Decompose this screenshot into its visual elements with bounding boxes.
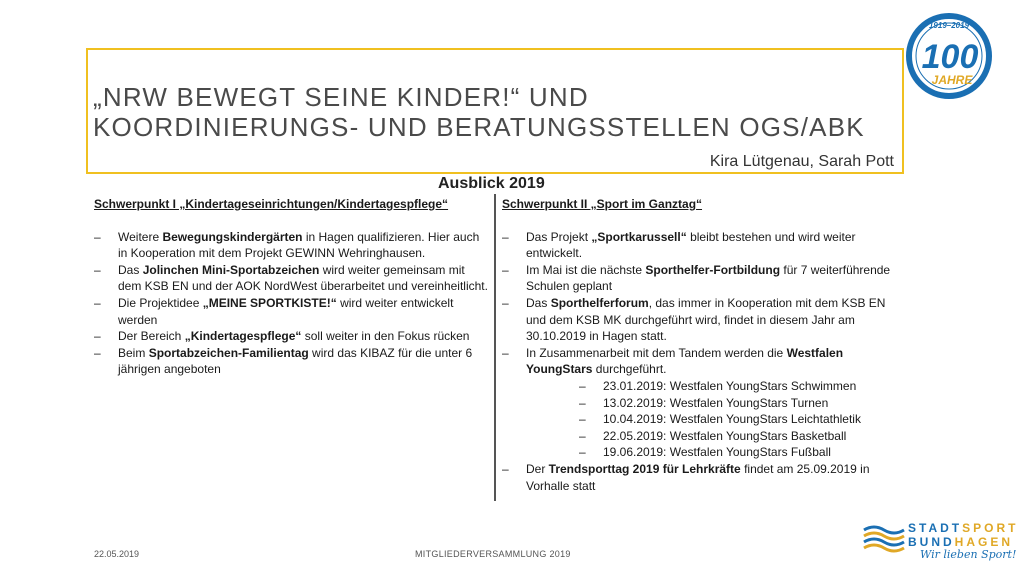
list-item: – Beim Sportabzeichen-Familientag wird das KIBAZ für die unter 6 jährigen angeboten (94, 345, 473, 377)
dash-bullet: – (94, 345, 101, 360)
dash-bullet: – (94, 329, 101, 344)
sub-list-item: – 10.04.2019: Westfalen YoungStars Leichtathletik (579, 412, 861, 427)
section-subtitle: Ausblick 2019 (438, 175, 545, 192)
left-list (94, 229, 489, 378)
left-column-heading: Schwerpunkt I „Kindertageseinrichtungen/Kindertagespflege“ (94, 197, 449, 211)
right-column (502, 196, 897, 494)
list-item: – Die Projektidee „MEINE SPORTKISTE!“ wird weiter entwickelt werden (94, 295, 454, 327)
sub-list-item: – 22.05.2019: Westfalen YoungStars Basketball (579, 428, 847, 443)
page-title (93, 82, 873, 142)
right-list-end (502, 461, 897, 494)
list-item: – Das Projekt „Sportkarussell“ bleibt bestehen und wird weiter entwickelt. (502, 229, 856, 261)
title-line-1: „NRW BEWEGT SEINE KINDER!“ UND (93, 82, 589, 112)
title-line-2: KOORDINIERUNGS- UND BERATUNGSSTELLEN OGS/ABK (93, 112, 865, 142)
dash-bullet: – (579, 378, 586, 393)
left-column (94, 196, 489, 378)
anniversary-number: 100 (921, 38, 979, 76)
logo-line-1: STADTSPORT (908, 521, 1019, 535)
dash-bullet: – (94, 229, 101, 244)
dash-bullet: – (579, 445, 586, 460)
dash-bullet: – (94, 295, 101, 310)
list-item: – Das Sporthelferforum, das immer in Kooperation mit dem KSB EN und dem KSB MK durchgeführt wird, findet in diesem Jahr am 30.10.2019 in Hagen statt. (502, 295, 886, 344)
dash-bullet: – (579, 412, 586, 427)
anniversary-label: JAHRE (931, 73, 973, 87)
dash-bullet: – (502, 295, 509, 310)
dash-bullet: – (502, 229, 509, 244)
wave-icon (862, 522, 906, 556)
right-column-heading: Schwerpunkt II „Sport im Ganztag“ (502, 197, 703, 211)
list-item: – In Zusammenarbeit mit dem Tandem werden die Westfalen YoungStars durchgeführt. (502, 345, 844, 377)
footer-date: 22.05.2019 (94, 549, 140, 559)
list-item: – Weitere Bewegungskindergärten in Hagen qualifizieren. Hier auch in Kooperation mit dem Projekt GEWINN Wehringhausen. (94, 229, 480, 261)
list-item: – Der Bereich „Kindertagespflege“ soll weiter in den Fokus rücken (94, 329, 470, 344)
sub-list-item: – 13.02.2019: Westfalen YoungStars Turnen (579, 395, 829, 410)
dash-bullet: – (502, 461, 509, 476)
logo-line-2: BUNDHAGEN (908, 535, 1014, 549)
dash-bullet: – (502, 345, 509, 360)
dash-bullet: – (579, 428, 586, 443)
dash-bullet: – (502, 262, 509, 277)
list-item: – Der Trendsporttag 2019 für Lehrkräfte findet am 25.09.2019 in Vorhalle statt (502, 461, 870, 493)
list-item: – Das Jolinchen Mini-Sportabzeichen wird weiter gemeinsam mit dem KSB EN und der AOK NordWest überarbeitet und vereinheitlicht. (94, 262, 488, 294)
anniversary-logo (906, 6, 992, 106)
footer-event: MITGLIEDERVERSAMMLUNG 2019 (415, 549, 571, 559)
anniversary-years: 1919–2019 (928, 21, 970, 30)
dash-bullet: – (579, 395, 586, 410)
sub-list-item: – 23.01.2019: Westfalen YoungStars Schwimmen (579, 378, 857, 393)
dash-bullet: – (94, 262, 101, 277)
sub-list-item: – 19.06.2019: Westfalen YoungStars Fußball (579, 445, 831, 460)
column-divider (494, 194, 496, 501)
logo-slogan: Wir lieben Sport! (920, 548, 1017, 561)
authors: Kira Lütgenau, Sarah Pott (709, 153, 894, 170)
right-list (502, 229, 897, 378)
youngstars-sublist (502, 378, 897, 461)
stadtsportbund-logo (862, 518, 1019, 566)
list-item: – Im Mai ist die nächste Sporthelfer-Fortbildung für 7 weiterführende Schulen geplant (502, 262, 891, 294)
